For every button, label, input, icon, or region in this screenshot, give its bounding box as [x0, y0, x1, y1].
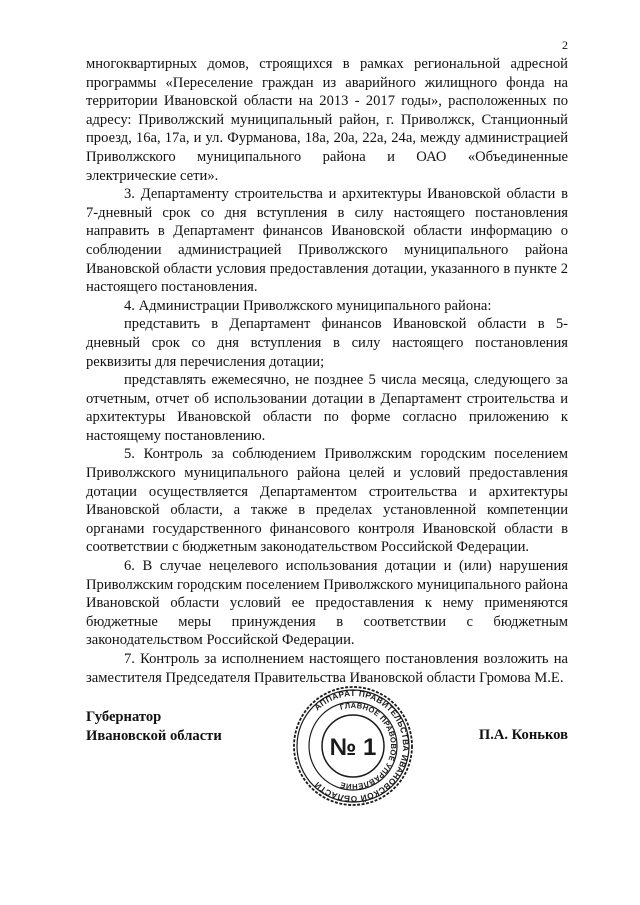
- paragraph-item-4-subitem-2: представлять ежемесячно, не позднее 5 числа месяца, следующего за отчетным, отчет об использовании дотации в Департамент строительства и архитектуры Ивановской области по форме согласно приложению к настоящему постановлению.: [86, 372, 568, 444]
- paragraph-item-3: 3. Департаменту строительства и архитектуры Ивановской области в 7-дневный срок со дня вступления в силу настоящего постановления направить в Департамент финансов Ивановской области информацию о соблюдении администрацией Приволжского муниципального района Ивановской области условия предоставления дотации, указанного в пункте 2 настоящего постановления.: [86, 186, 568, 296]
- seal-inner-text: ГЛАВНОЕ ПРАВОВОЕ УПРАВЛЕНИЕ: [338, 700, 399, 792]
- paragraph-item-4-subitem-1: представить в Департамент финансов Ивановской области в 5-дневный срок со дня вступления в силу настоящего постановления реквизиты для перечисления дотации;: [86, 316, 568, 370]
- paragraph-item-6: 6. В случае нецелевого использования дотации и (или) нарушения Приволжским городским поселением Приволжского муниципального района Ивановской области условий ее предоставления к нему применяются бюджетные меры принуждения в соответствии с бюджетным законодательством Российской Федерации.: [86, 558, 568, 649]
- paragraph-item-5: 5. Контроль за соблюдением Приволжским городским поселением Приволжского муниципального района целей и условий предоставления дотации осуществляется Департаментом строительства и архитектуры Ивановской области, а также в пределах установленной компетенции органами государственного финансового контроля Ивановской области в соответствии с бюджетным законодательством Российской Федерации.: [86, 446, 568, 556]
- paragraph-item-7: 7. Контроль за исполнением настоящего постановления возложить на заместителя Председателя Правительства Ивановской области Громова М.Е.: [86, 651, 568, 686]
- signature-block: [86, 687, 568, 818]
- signatory-title-line-1: Губернатор: [86, 709, 162, 725]
- signatory-title-line-2: Ивановской области: [86, 727, 222, 744]
- official-seal: [292, 685, 414, 807]
- signatory-name: П.А. Коньков: [478, 727, 568, 743]
- seal-number: № 1: [329, 734, 377, 761]
- paragraph-item-4: 4. Администрации Приволжского муниципального района:: [124, 297, 492, 314]
- page-number: 2: [562, 38, 568, 52]
- document-body: [86, 55, 568, 687]
- signatory-title: [86, 708, 222, 745]
- paragraph-continuation: многоквартирных домов, строящихся в рамках региональной адресной программы «Переселение граждан из аварийного жилищного фонда на территории Ивановской области на 2013 - 2017 годы», расположенных по адресу: Приволжский муниципальный район, г. Приволжск, Станционный проезд, 16а, 17а, и ул. Фурманова, 18а, 20а, 22а, 24а, между администрацией Приволжского муниципального района и ОАО «Объединенные электрические сети».: [86, 56, 568, 184]
- seal-outer-text: АППАРАТ ПРАВИТЕЛЬСТВА ИВАНОВСКОЙ ОБЛАСТИ: [312, 687, 412, 805]
